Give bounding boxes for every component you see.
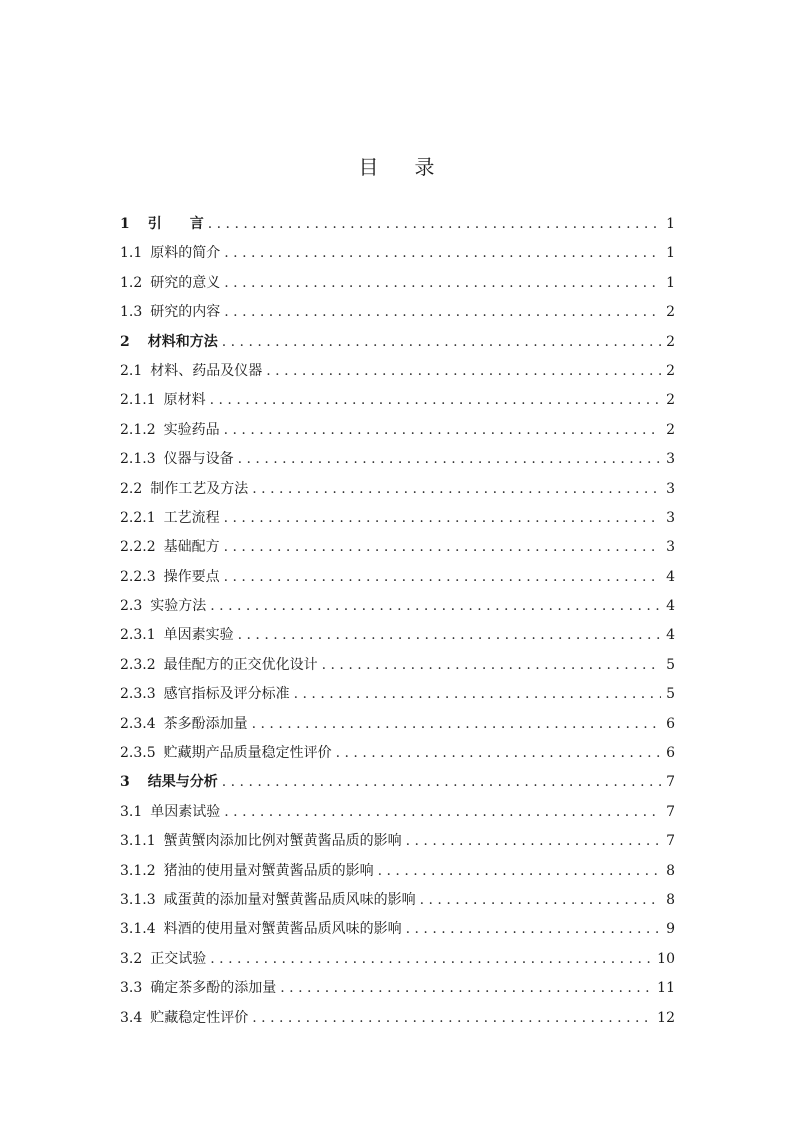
toc-entry-number: 2.2.2 [120, 539, 156, 556]
toc-dot-leader [378, 857, 661, 886]
toc-entry-title: 感官指标及评分标准 [163, 686, 290, 703]
toc-entry-page-number: 3 [666, 451, 675, 468]
toc-entry-number: 3.3 [120, 980, 143, 997]
toc-entry[interactable] [120, 945, 675, 974]
toc-entry-page-number: 1 [666, 216, 675, 232]
toc-entry-page-number: 1 [666, 245, 675, 262]
toc-entry-page-number: 2 [666, 304, 675, 321]
toc-entry[interactable] [120, 239, 675, 268]
toc-entry[interactable] [120, 386, 675, 415]
toc-entry[interactable] [120, 357, 675, 386]
toc-entry-title: 实验方法 [150, 598, 207, 615]
toc-entry[interactable] [120, 298, 675, 327]
toc-entry-number: 2 [120, 333, 130, 350]
toc-entry-page-number: 3 [666, 539, 675, 556]
toc-entry-number: 2.1.3 [120, 451, 156, 468]
toc-entry[interactable] [120, 768, 675, 797]
toc-dot-leader [224, 239, 661, 268]
toc-entry-title: 材料、药品及仪器 [150, 362, 263, 379]
toc-entry-page-number: 6 [666, 745, 675, 762]
toc-entry-page-number: 8 [666, 891, 675, 908]
toc-dot-leader [224, 798, 661, 827]
toc-entry-title: 贮藏期产品质量稳定性评价 [163, 745, 332, 762]
toc-entry[interactable] [120, 592, 675, 621]
toc-entry-title: 原料的简介 [150, 245, 221, 262]
toc-entry-number: 2.1.2 [120, 421, 156, 438]
toc-entry-page-number: 2 [666, 333, 675, 350]
toc-entry-number: 3.4 [120, 1009, 143, 1026]
toc-entry-page-number: 9 [666, 921, 675, 938]
toc-entry[interactable] [120, 974, 675, 1003]
toc-entry-title: 咸蛋黄的添加量对蟹黄酱品质风味的影响 [163, 891, 416, 908]
toc-entry-number: 3.1.2 [120, 862, 156, 879]
toc-entry[interactable] [120, 798, 675, 827]
toc-entry-number: 2.3.2 [120, 656, 156, 673]
toc-entry-page-number: 10 [657, 950, 675, 967]
toc-entry-page-number: 11 [657, 980, 675, 997]
toc-entry-title: 单因素实验 [163, 627, 234, 644]
toc-entry-title: 基础配方 [163, 539, 220, 556]
toc-dot-leader [210, 386, 661, 415]
table-of-contents [120, 210, 675, 1033]
toc-entry-page-number: 4 [666, 598, 675, 615]
toc-entry-page-number: 5 [666, 686, 675, 703]
toc-entry-title: 引 言 [147, 216, 204, 232]
toc-entry-title: 贮藏稳定性评价 [150, 1009, 249, 1026]
toc-dot-leader [210, 592, 661, 621]
toc-dot-leader [222, 768, 661, 797]
toc-entry[interactable] [120, 886, 675, 915]
toc-entry-number: 3.1.1 [120, 833, 156, 850]
toc-entry[interactable] [120, 857, 675, 886]
toc-entry[interactable] [120, 651, 675, 680]
toc-entry[interactable] [120, 504, 675, 533]
toc-dot-leader [224, 416, 661, 445]
toc-entry-number: 2.3.5 [120, 745, 156, 762]
toc-entry[interactable] [120, 533, 675, 562]
toc-entry-page-number: 12 [657, 1009, 675, 1026]
toc-entry[interactable] [120, 475, 675, 504]
toc-title: 目录 [358, 155, 471, 179]
toc-entry-title: 材料和方法 [147, 333, 218, 350]
toc-dot-leader [280, 974, 653, 1003]
toc-entry-title: 制作工艺及方法 [150, 480, 249, 497]
toc-dot-leader [336, 739, 661, 768]
toc-entry-number: 1 [120, 216, 130, 232]
toc-entry-number: 3.2 [120, 950, 143, 967]
toc-entry-page-number: 2 [666, 421, 675, 438]
toc-entry-title: 正交试验 [150, 950, 207, 967]
toc-dot-leader [210, 945, 653, 974]
toc-entry-title: 工艺流程 [163, 509, 220, 526]
toc-dot-leader [238, 621, 661, 650]
toc-entry-number: 2.3.1 [120, 627, 156, 644]
toc-entry[interactable] [120, 269, 675, 298]
toc-entry-page-number: 6 [666, 715, 675, 732]
toc-entry-page-number: 1 [666, 274, 675, 291]
toc-entry[interactable] [120, 445, 675, 474]
toc-entry[interactable] [120, 827, 675, 856]
toc-entry-number: 3 [120, 774, 130, 791]
toc-dot-leader [406, 827, 661, 856]
toc-dot-leader [224, 563, 661, 592]
toc-dot-leader [266, 357, 661, 386]
toc-entry-number: 2.2.3 [120, 568, 156, 585]
toc-entry-title: 结果与分析 [147, 774, 218, 791]
toc-entry-page-number: 3 [666, 480, 675, 497]
toc-entry-title: 仪器与设备 [163, 451, 234, 468]
toc-entry[interactable] [120, 680, 675, 709]
toc-entry-page-number: 4 [666, 568, 675, 585]
toc-entry[interactable] [120, 915, 675, 944]
toc-entry-page-number: 7 [666, 803, 675, 820]
toc-entry-number: 2.3.4 [120, 715, 156, 732]
toc-entry-title: 蟹黄蟹肉添加比例对蟹黄酱品质的影响 [163, 833, 402, 850]
toc-dot-leader [252, 710, 661, 739]
toc-entry-title: 研究的意义 [150, 274, 221, 291]
toc-entry-title: 实验药品 [163, 421, 220, 438]
toc-dot-leader [224, 269, 661, 298]
toc-entry-page-number: 7 [666, 774, 675, 791]
toc-entry-number: 2.2 [120, 480, 143, 497]
toc-dot-leader [406, 915, 661, 944]
toc-dot-leader [222, 328, 661, 357]
toc-dot-leader [322, 651, 661, 680]
toc-entry[interactable] [120, 621, 675, 650]
toc-entry-page-number: 2 [666, 392, 675, 409]
toc-entry-title: 确定茶多酚的添加量 [150, 980, 277, 997]
toc-entry-title: 研究的内容 [150, 304, 221, 321]
toc-entry-page-number: 4 [666, 627, 675, 644]
toc-entry-number: 2.3 [120, 598, 143, 615]
toc-entry[interactable] [120, 1004, 675, 1033]
toc-entry-number: 1.2 [120, 274, 143, 291]
toc-entry-number: 2.1 [120, 362, 143, 379]
toc-entry-title: 单因素试验 [150, 803, 221, 820]
toc-dot-leader [224, 298, 661, 327]
toc-entry-number: 2.2.1 [120, 509, 156, 526]
toc-dot-leader [224, 533, 661, 562]
toc-entry[interactable] [120, 416, 675, 445]
toc-entry-page-number: 8 [666, 862, 675, 879]
toc-entry[interactable] [120, 710, 675, 739]
toc-dot-leader [252, 1004, 653, 1033]
toc-entry-title: 茶多酚添加量 [163, 715, 248, 732]
toc-entry[interactable] [120, 210, 675, 239]
toc-entry[interactable] [120, 563, 675, 592]
toc-entry-page-number: 5 [666, 656, 675, 673]
toc-entry-page-number: 3 [666, 509, 675, 526]
toc-entry-title: 料酒的使用量对蟹黄酱品质风味的影响 [163, 921, 402, 938]
toc-entry-page-number: 7 [666, 833, 675, 850]
toc-entry-number: 2.1.1 [120, 392, 156, 409]
toc-dot-leader [208, 210, 661, 239]
toc-entry-title: 原材料 [163, 392, 206, 409]
toc-dot-leader [294, 680, 661, 709]
toc-dot-leader [238, 445, 661, 474]
toc-entry-number: 3.1.3 [120, 891, 156, 908]
toc-entry-page-number: 2 [666, 362, 675, 379]
toc-entry-number: 1.3 [120, 304, 143, 321]
toc-entry-number: 2.3.3 [120, 686, 156, 703]
toc-entry-number: 3.1 [120, 803, 143, 820]
toc-entry[interactable] [120, 739, 675, 768]
toc-dot-leader [252, 475, 661, 504]
toc-entry[interactable] [120, 328, 675, 357]
toc-dot-leader [224, 504, 661, 533]
toc-entry-title: 操作要点 [163, 568, 220, 585]
toc-entry-number: 1.1 [120, 245, 143, 262]
toc-entry-title: 猪油的使用量对蟹黄酱品质的影响 [163, 862, 374, 879]
toc-entry-title: 最佳配方的正交优化设计 [163, 656, 318, 673]
toc-entry-number: 3.1.4 [120, 921, 156, 938]
toc-dot-leader [420, 886, 661, 915]
